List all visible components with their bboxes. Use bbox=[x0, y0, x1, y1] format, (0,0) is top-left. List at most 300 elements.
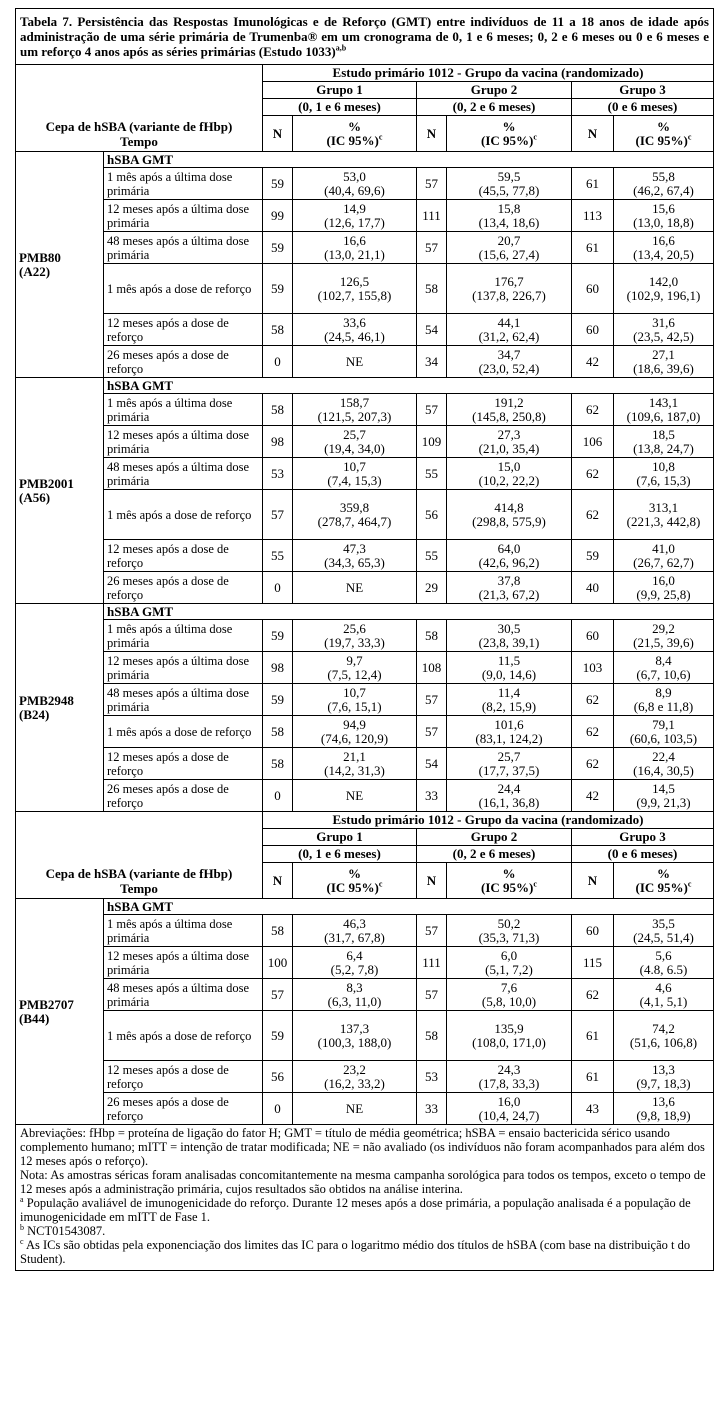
gmt-cell bbox=[447, 620, 572, 652]
gmt-ci: (221,3, 442,8) bbox=[626, 513, 701, 529]
strain-variant: (A56) bbox=[19, 489, 51, 505]
gmt-value: 27,3 bbox=[497, 426, 521, 442]
gmt-value: 11,5 bbox=[497, 652, 521, 668]
n-value: 55 bbox=[263, 540, 293, 572]
subheader-row bbox=[16, 152, 714, 168]
header-row-study bbox=[16, 65, 714, 82]
gmt-cell bbox=[614, 979, 714, 1011]
footnote-text: NCT01543087. bbox=[27, 1224, 106, 1238]
gmt-value: 24,4 bbox=[497, 780, 521, 796]
gmt-ci: (109,6, 187,0) bbox=[626, 408, 701, 424]
gmt-ci: (26,7, 62,7) bbox=[633, 554, 694, 570]
gmt-value: 158,7 bbox=[339, 394, 370, 410]
gmt-value: 6,0 bbox=[500, 947, 518, 963]
gmt-ci: (21,5, 39,6) bbox=[633, 634, 694, 650]
percent-label: % bbox=[502, 118, 516, 134]
gmt-value: 137,3 bbox=[339, 1020, 370, 1036]
n-value: 58 bbox=[417, 1011, 447, 1061]
gmt-ci: (13,8, 24,7) bbox=[633, 440, 694, 456]
gmt-ci: (13,0, 18,8) bbox=[633, 214, 694, 230]
gmt-ci: (8,2, 15,9) bbox=[481, 698, 537, 714]
table-row bbox=[16, 426, 714, 458]
gmt-ci: (9,9, 25,8) bbox=[636, 586, 691, 602]
gmt-value: 24,3 bbox=[497, 1061, 521, 1077]
n-value: 55 bbox=[417, 458, 447, 490]
gmt-value: 10,8 bbox=[652, 458, 675, 474]
group-schedule: (0, 1 e 6 meses) bbox=[263, 99, 417, 116]
ci-label-wrap bbox=[450, 881, 568, 895]
gmt-ci: (6,7, 10,6) bbox=[636, 666, 691, 682]
group-schedule: (0, 2 e 6 meses) bbox=[417, 99, 572, 116]
n-value: 34 bbox=[417, 346, 447, 378]
gmt-cell bbox=[447, 346, 572, 378]
gmt-ci: (17,8, 33,3) bbox=[478, 1075, 540, 1091]
percent-ci-header bbox=[614, 116, 714, 152]
table-caption: Tabela 7. Persistência das Respostas Imunológicas e de Reforço (GMT) entre indivíduos de 11 a 18 anos de idade após administração de uma série primária de Trumenba® em um cronograma de 0, 1 e 6 meses; 0, 2 e 6 meses ou 0 e 6 meses e um reforço 4 anos após as séries primárias (Estudo 1033)$^{a,b}$ bbox=[16, 9, 714, 65]
gmt-value: 126,5 bbox=[339, 273, 370, 289]
strain-name: PMB2001 bbox=[19, 475, 74, 491]
time-column-label: Tempo bbox=[120, 881, 158, 896]
n-value: 61 bbox=[572, 1011, 614, 1061]
n-value: 29 bbox=[417, 572, 447, 604]
table-row bbox=[16, 947, 714, 979]
gmt-ci: (14,2, 31,3) bbox=[324, 762, 385, 778]
gmt-ci: (9,8, 18,9) bbox=[636, 1107, 691, 1123]
n-column-header: N bbox=[417, 116, 447, 152]
n-value: 33 bbox=[417, 1093, 447, 1125]
time-column-label: Tempo bbox=[120, 134, 158, 149]
gmt-value: NE bbox=[345, 579, 364, 595]
n-value: 0 bbox=[263, 1093, 293, 1125]
n-value: 62 bbox=[572, 490, 614, 540]
gmt-value: 22,4 bbox=[652, 748, 675, 764]
gmt-value: 25,6 bbox=[343, 620, 366, 636]
n-value: 58 bbox=[263, 314, 293, 346]
n-value: 54 bbox=[417, 314, 447, 346]
gmt-value: 6,4 bbox=[346, 947, 363, 963]
time-point: 26 meses após a dose de reforço bbox=[104, 346, 263, 378]
gmt-value: 16,6 bbox=[343, 232, 366, 248]
gmt-value: 18,5 bbox=[652, 426, 675, 442]
gmt-cell bbox=[293, 264, 417, 314]
gmt-cell bbox=[447, 232, 572, 264]
group-name: Grupo 2 bbox=[417, 82, 572, 99]
strain-header bbox=[16, 65, 263, 152]
strain-name: PMB2948 bbox=[19, 692, 74, 708]
gmt-cell bbox=[293, 394, 417, 426]
gmt-value: 359,8 bbox=[339, 499, 370, 515]
strain-header bbox=[16, 812, 263, 899]
gmt-value: 64,0 bbox=[497, 540, 521, 556]
table-row bbox=[16, 979, 714, 1011]
gmt-value: 79,1 bbox=[652, 716, 675, 732]
abbreviations-note: Abreviações: fHbp = proteína de ligação do fator H; GMT = título de média geométrica; hSBA = ensaio bactericida sérico usando complemento humano; mITT = intenção de tratar modificada; NE = não avaliado (os indivíduos não foram acompanhados para além dos 12 meses após o reforço). bbox=[20, 1126, 705, 1168]
gmt-cell bbox=[293, 1011, 417, 1061]
time-point: 12 meses após a dose de reforço bbox=[104, 748, 263, 780]
gmt-ci: (21,0, 35,4) bbox=[478, 440, 540, 456]
gmt-value: 8,9 bbox=[655, 684, 672, 700]
n-value: 58 bbox=[263, 394, 293, 426]
strain-name: PMB2707 bbox=[19, 996, 74, 1012]
table-row bbox=[16, 232, 714, 264]
gmt-cell bbox=[614, 748, 714, 780]
n-value: 57 bbox=[263, 979, 293, 1011]
gmt-value: NE bbox=[345, 353, 364, 369]
gmt-value: 7,6 bbox=[500, 979, 518, 995]
gmt-value: 14,9 bbox=[343, 200, 366, 216]
n-value: 58 bbox=[263, 748, 293, 780]
gmt-cell bbox=[293, 346, 417, 378]
gmt-cell bbox=[614, 780, 714, 812]
ci-footnote-mark: c bbox=[687, 879, 692, 889]
strain-variant: (A22) bbox=[19, 263, 51, 279]
footnote-a bbox=[20, 1196, 709, 1224]
gmt-cell bbox=[447, 979, 572, 1011]
footnote-text: As ICs são obtidas pela exponenciação dos limites das IC para o logaritmo médio dos títulos de hSBA (com base na distribuição t do Student). bbox=[20, 1238, 691, 1266]
gmt-cell bbox=[293, 540, 417, 572]
n-value: 59 bbox=[263, 684, 293, 716]
table-row bbox=[16, 716, 714, 748]
gmt-value: 9,7 bbox=[346, 652, 363, 668]
n-column-header: N bbox=[263, 863, 293, 899]
n-value: 53 bbox=[417, 1061, 447, 1093]
gmt-cell bbox=[447, 716, 572, 748]
n-value: 40 bbox=[572, 572, 614, 604]
strain-cell bbox=[16, 604, 104, 812]
ci-label-wrap bbox=[296, 134, 413, 148]
gmt-ci: (9,0, 14,6) bbox=[481, 666, 537, 682]
gmt-value: 30,5 bbox=[497, 620, 521, 636]
gmt-cell bbox=[614, 947, 714, 979]
gmt-cell bbox=[614, 394, 714, 426]
n-value: 59 bbox=[263, 168, 293, 200]
gmt-cell bbox=[293, 684, 417, 716]
gmt-ci: (12,6, 17,7) bbox=[324, 214, 385, 230]
n-value: 43 bbox=[572, 1093, 614, 1125]
gmt-cell bbox=[293, 200, 417, 232]
general-note: Nota: As amostras séricas foram analisadas concomitantemente na mesma campanha sorológica para todos os tempos, exceto o tempo de 12 meses após a administração primária, cujos resultados são obtidos na análise interina. bbox=[20, 1168, 706, 1196]
footnote-mark: a bbox=[20, 1194, 24, 1204]
table-row bbox=[16, 915, 714, 947]
header-row-study bbox=[16, 812, 714, 829]
ci-footnote-mark: c bbox=[533, 132, 537, 142]
gmt-cell bbox=[614, 458, 714, 490]
gmt-cell bbox=[614, 572, 714, 604]
n-value: 57 bbox=[417, 232, 447, 264]
table-row bbox=[16, 490, 714, 540]
ci-label: (IC 95%) bbox=[481, 132, 534, 148]
gmt-cell bbox=[614, 915, 714, 947]
time-point: 1 mês após a última dose primária bbox=[104, 394, 263, 426]
group-schedule: (0, 2 e 6 meses) bbox=[417, 846, 572, 863]
n-value: 58 bbox=[417, 620, 447, 652]
gmt-cell bbox=[293, 168, 417, 200]
gmt-cell bbox=[614, 490, 714, 540]
subheader-row bbox=[16, 899, 714, 915]
table-row bbox=[16, 458, 714, 490]
n-value: 61 bbox=[572, 232, 614, 264]
footnote-c bbox=[20, 1238, 709, 1266]
gmt-value: 55,8 bbox=[652, 168, 675, 184]
study-header: Estudo primário 1012 - Grupo da vacina (randomizado) bbox=[263, 812, 714, 829]
subheader-row bbox=[16, 604, 714, 620]
gmt-cell bbox=[447, 314, 572, 346]
gmt-ci: (74,6, 120,9) bbox=[320, 730, 389, 746]
footnote-text: População avaliável de imunogenicidade do reforço. Durante 12 meses após a dose primária, a população analisada é a população de imunogenicidade em mITT de Fase 1. bbox=[20, 1196, 691, 1224]
gmt-ci: (19,7, 33,3) bbox=[324, 634, 385, 650]
gmt-value: 143,1 bbox=[648, 394, 679, 410]
gmt-value: 41,0 bbox=[652, 540, 675, 556]
gmt-cell bbox=[447, 780, 572, 812]
table-row bbox=[16, 1093, 714, 1125]
gmt-value: 59,5 bbox=[497, 168, 521, 184]
n-value: 60 bbox=[572, 915, 614, 947]
n-value: 59 bbox=[263, 1011, 293, 1061]
gmt-cell bbox=[293, 947, 417, 979]
time-point: 48 meses após a última dose primária bbox=[104, 232, 263, 264]
gmt-cell bbox=[614, 1093, 714, 1125]
gmt-ci: (31,7, 67,8) bbox=[324, 929, 385, 945]
time-point: 26 meses após a dose de reforço bbox=[104, 1093, 263, 1125]
strain-cell bbox=[16, 899, 104, 1125]
gmt-cell bbox=[293, 458, 417, 490]
time-point: 1 mês após a última dose primária bbox=[104, 168, 263, 200]
gmt-value: 50,2 bbox=[497, 915, 521, 931]
gmt-value: 10,7 bbox=[343, 684, 366, 700]
group-schedule: (0, 1 e 6 meses) bbox=[263, 846, 417, 863]
table-row bbox=[16, 540, 714, 572]
gmt-cell bbox=[293, 620, 417, 652]
gmt-ci: (7,4, 15,3) bbox=[327, 472, 382, 488]
gmt-ci: (7,6, 15,3) bbox=[636, 472, 691, 488]
n-value: 111 bbox=[417, 200, 447, 232]
n-value: 108 bbox=[417, 652, 447, 684]
gmt-cell bbox=[614, 232, 714, 264]
gmt-value: 44,1 bbox=[497, 314, 521, 330]
ci-footnote-mark: c bbox=[378, 879, 383, 889]
gmt-value: 29,2 bbox=[652, 620, 675, 636]
gmt-value: 34,7 bbox=[497, 346, 521, 362]
gmt-ci: (9,9, 21,3) bbox=[636, 794, 691, 810]
gmt-cell bbox=[293, 716, 417, 748]
group-schedule: (0 e 6 meses) bbox=[572, 99, 714, 116]
gmt-value: 16,6 bbox=[652, 232, 675, 248]
time-point: 1 mês após a última dose primária bbox=[104, 915, 263, 947]
gmt-value: NE bbox=[345, 1100, 364, 1116]
percent-ci-header bbox=[614, 863, 714, 899]
n-value: 57 bbox=[417, 979, 447, 1011]
gmt-cell bbox=[293, 232, 417, 264]
gmt-cell bbox=[293, 490, 417, 540]
gmt-value: 37,8 bbox=[497, 572, 521, 588]
time-point: 12 meses após a última dose primária bbox=[104, 200, 263, 232]
n-value: 62 bbox=[572, 684, 614, 716]
gmt-value: 74,2 bbox=[652, 1020, 675, 1036]
table-row bbox=[16, 346, 714, 378]
gmt-cell bbox=[447, 684, 572, 716]
gmt-ci: (10,2, 22,2) bbox=[478, 472, 540, 488]
gmt-cell bbox=[447, 572, 572, 604]
n-value: 62 bbox=[572, 394, 614, 426]
gmt-ci: (51,6, 106,8) bbox=[629, 1034, 698, 1050]
n-value: 54 bbox=[417, 748, 447, 780]
table-row bbox=[16, 314, 714, 346]
gmt-cell bbox=[447, 458, 572, 490]
gmt-value: 35,5 bbox=[652, 915, 675, 931]
gmt-ci: (23,5, 42,5) bbox=[633, 328, 694, 344]
gmt-ci: (102,7, 155,8) bbox=[317, 287, 392, 303]
n-value: 42 bbox=[572, 780, 614, 812]
n-value: 57 bbox=[417, 915, 447, 947]
n-value: 106 bbox=[572, 426, 614, 458]
gmt-cell bbox=[293, 652, 417, 684]
n-value: 60 bbox=[572, 620, 614, 652]
gmt-ci: (5,2, 7,8) bbox=[330, 961, 379, 977]
gmt-ci: (18,6, 39,6) bbox=[633, 360, 694, 376]
n-value: 57 bbox=[263, 490, 293, 540]
gmt-value: 23,2 bbox=[343, 1061, 366, 1077]
gmt-cell bbox=[447, 394, 572, 426]
gmt-value: 25,7 bbox=[343, 426, 366, 442]
hsba-gmt-subheader: hSBA GMT bbox=[104, 899, 714, 915]
table-row bbox=[16, 394, 714, 426]
gmt-ci: (13,0, 21,1) bbox=[324, 246, 385, 262]
gmt-value: 414,8 bbox=[494, 499, 524, 515]
gmt-value: 15,0 bbox=[497, 458, 521, 474]
gmt-cell bbox=[293, 748, 417, 780]
n-value: 111 bbox=[417, 947, 447, 979]
gmt-cell bbox=[447, 915, 572, 947]
gmt-value: NE bbox=[345, 787, 364, 803]
gmt-cell bbox=[614, 264, 714, 314]
n-column-header: N bbox=[572, 116, 614, 152]
percent-ci-header bbox=[293, 116, 417, 152]
gmt-value: 20,7 bbox=[497, 232, 521, 248]
gmt-ci: (16,1, 36,8) bbox=[478, 794, 540, 810]
n-value: 0 bbox=[263, 780, 293, 812]
gmt-cell bbox=[447, 947, 572, 979]
gmt-value: 15,8 bbox=[497, 200, 521, 216]
gmt-cell bbox=[614, 620, 714, 652]
gmt-value: 53,0 bbox=[343, 168, 366, 184]
table-row bbox=[16, 684, 714, 716]
gmt-value: 142,0 bbox=[648, 273, 679, 289]
gmt-cell bbox=[447, 540, 572, 572]
percent-ci-header bbox=[447, 116, 572, 152]
group-name: Grupo 1 bbox=[263, 829, 417, 846]
group-name: Grupo 2 bbox=[417, 829, 572, 846]
gmt-value: 47,3 bbox=[343, 540, 366, 556]
gmt-value: 8,3 bbox=[346, 979, 363, 995]
n-value: 53 bbox=[263, 458, 293, 490]
gmt-ci: (45,5, 77,8) bbox=[478, 182, 540, 198]
gmt-ci: (108,0, 171,0) bbox=[472, 1034, 546, 1050]
gmt-cell bbox=[293, 426, 417, 458]
n-value: 59 bbox=[263, 264, 293, 314]
gmt-cell bbox=[447, 1011, 572, 1061]
footnote-b bbox=[20, 1224, 709, 1238]
time-point: 12 meses após a última dose primária bbox=[104, 947, 263, 979]
gmt-value: 46,3 bbox=[343, 915, 366, 931]
strain-cell bbox=[16, 378, 104, 604]
table-row bbox=[16, 780, 714, 812]
n-value: 57 bbox=[417, 394, 447, 426]
gmt-cell bbox=[614, 684, 714, 716]
gmt-cell bbox=[447, 200, 572, 232]
n-value: 62 bbox=[572, 458, 614, 490]
time-point: 1 mês após a dose de reforço bbox=[104, 264, 263, 314]
group-schedule: (0 e 6 meses) bbox=[572, 846, 714, 863]
gmt-cell bbox=[614, 200, 714, 232]
gmt-ci: (35,3, 71,3) bbox=[478, 929, 540, 945]
time-point: 12 meses após a dose de reforço bbox=[104, 1061, 263, 1093]
strain-column-label: Cepa de hSBA (variante de fHbp) bbox=[45, 866, 233, 881]
n-value: 113 bbox=[572, 200, 614, 232]
n-value: 103 bbox=[572, 652, 614, 684]
gmt-ci: (278,7, 464,7) bbox=[317, 513, 392, 529]
gmt-value: 176,7 bbox=[494, 273, 524, 289]
percent-label: % bbox=[348, 118, 361, 134]
gmt-value: 10,7 bbox=[343, 458, 366, 474]
gmt-ci: (83,1, 124,2) bbox=[475, 730, 543, 746]
time-point: 48 meses após a última dose primária bbox=[104, 458, 263, 490]
footnote-mark: b bbox=[20, 1222, 24, 1232]
time-point: 12 meses após a dose de reforço bbox=[104, 540, 263, 572]
ci-label: (IC 95%) bbox=[635, 879, 688, 895]
gmt-value: 16,0 bbox=[497, 1093, 521, 1109]
gmt-value: 16,0 bbox=[652, 572, 675, 588]
strain-variant: (B44) bbox=[19, 1010, 50, 1026]
gmt-ci: (17,7, 37,5) bbox=[478, 762, 540, 778]
time-point: 12 meses após a dose de reforço bbox=[104, 314, 263, 346]
table-row bbox=[16, 572, 714, 604]
n-value: 0 bbox=[263, 346, 293, 378]
gmt-ci: (46,2, 67,4) bbox=[633, 182, 694, 198]
ci-footnote-mark: c bbox=[687, 132, 692, 142]
gmt-ci: (6,3, 11,0) bbox=[327, 993, 382, 1009]
gmt-value: 33,6 bbox=[343, 314, 366, 330]
ci-label-wrap bbox=[617, 134, 710, 148]
n-value: 62 bbox=[572, 748, 614, 780]
n-value: 100 bbox=[263, 947, 293, 979]
gmt-ci: (137,8, 226,7) bbox=[472, 287, 546, 303]
gmt-value: 11,4 bbox=[497, 684, 521, 700]
gmt-value: 31,6 bbox=[652, 314, 675, 330]
hsba-gmt-subheader: hSBA GMT bbox=[104, 378, 714, 394]
gmt-ci: (145,8, 250,8) bbox=[472, 408, 546, 424]
table-row bbox=[16, 200, 714, 232]
strain-name: PMB80 bbox=[19, 249, 61, 265]
gmt-cell bbox=[447, 264, 572, 314]
gmt-value: 101,6 bbox=[494, 716, 524, 732]
gmt-cell bbox=[447, 168, 572, 200]
n-value: 59 bbox=[572, 540, 614, 572]
n-value: 57 bbox=[417, 684, 447, 716]
gmt-ci: (5,1, 7,2) bbox=[485, 961, 533, 977]
gmt-cell bbox=[614, 652, 714, 684]
n-value: 33 bbox=[417, 780, 447, 812]
gmt-ci: (21,3, 67,2) bbox=[478, 586, 540, 602]
time-point: 48 meses após a última dose primária bbox=[104, 684, 263, 716]
gmt-cell bbox=[293, 979, 417, 1011]
n-value: 57 bbox=[417, 716, 447, 748]
n-column-header: N bbox=[572, 863, 614, 899]
gmt-ci: (31,2, 62,4) bbox=[478, 328, 540, 344]
table-row bbox=[16, 620, 714, 652]
table-row bbox=[16, 168, 714, 200]
n-value: 56 bbox=[263, 1061, 293, 1093]
gmt-cell bbox=[293, 780, 417, 812]
